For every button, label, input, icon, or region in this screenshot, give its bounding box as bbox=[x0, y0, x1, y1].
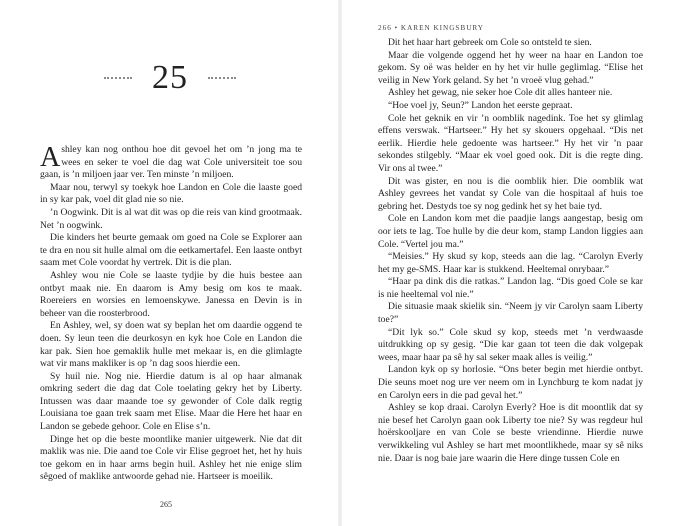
paragraph: Die situasie maak skielik sin. “Neem jy vir Carolyn saam Liberty toe?” bbox=[378, 301, 643, 326]
paragraph: “Dit lyk so.” Cole skud sy kop, steeds met ’n verdwaasde uitdrukking op sy gesig. “Die kar gaan tot teen die dak volgepak wees, maar haar pa sê hy sal seker maak alles is veilig.” bbox=[378, 326, 643, 363]
paragraph: Ashley se kop draai. Carolyn Everly? Hoe is dit moontlik dat sy nie besef het Carolyn gaan ook Liberty toe nie? Sy was regdeur hul hoërskooljare en van Cole se beste vriendinne. Hierdie nuwe verwikkeling vul Ashley se hart met moontlikhede, maar sy sê niks nie. Daar is nog baie jare waarin die Here dinge tussen Cole en bbox=[378, 402, 643, 464]
paragraph-text: shley kan nog onthou hoe dit gevoel het om ’n jong ma te wees en seker te voel die dag wat Cole universiteit toe sou gaan, is ’n miljoen jaar ver. Ten minste ’n miljoen. bbox=[40, 144, 302, 181]
paragraph: “Hoe voel jy, Seun?” Landon het eerste gepraat. bbox=[388, 99, 573, 111]
ornament-dots-right bbox=[208, 77, 236, 79]
paragraph: Maar die volgende oggend het hy weer na haar en Landon toe gekom. Sy oë was helder en hy het vir hulle geglimlag. “Elise het veilig in New York geland. Sy het ’n vroeë vlug gehad.” bbox=[378, 49, 643, 86]
paragraph: ’n Oogwink. Dit is al wat dit was op die reis van kind grootmaak. Net ’n oogwink. bbox=[40, 206, 302, 231]
paragraph: Sy huil nie. Nog nie. Hierdie datum is al op haar almanak omkring sedert die dag dat Cole toelating gekry het by Liberty. Intussen was daar maande toe sy gewonder of Cole dalk regtig Louisiana toe gaan trek saam met Elise. Maar die Here het haar en Landon se gebede gehoor. Cole en Elise s’n. bbox=[40, 370, 302, 433]
left-page-text bbox=[40, 144, 302, 484]
paragraph: Ashley het gewag, nie seker hoe Cole dit alles hanteer nie. bbox=[388, 87, 613, 99]
paragraph: “Haar pa dink dis die ratkas.” Landon lag. “Dis goed Cole se kar is nie heeltemal vol nie.” bbox=[378, 276, 643, 300]
page-number-left: 265 bbox=[160, 500, 172, 509]
right-page bbox=[340, 0, 680, 526]
running-head: 266 • KAREN KINGSBURY bbox=[378, 24, 484, 32]
chapter-heading bbox=[40, 58, 300, 98]
paragraph: Landon kyk op sy horlosie. “Ons beter begin met hierdie ontbyt. Die seuns moet nog ure ver neem om in Lynchburg te kom nadat jy en Carolyn eers in die pad geval het.” bbox=[378, 364, 643, 401]
paragraph: En Ashley, wel, sy doen wat sy beplan het om daardie oggend te doen. Sy leun teen die deurkosyn en kyk hoe Cole en Landon die kar pak. Sien hoe gemaklik hulle met mekaar is, en die glimlagte wat vir mans makliker is op ’n dag soos hierdie een. bbox=[40, 320, 302, 370]
paragraph: Dinge het op die beste moontlike manier uitgewerk. Nie dat dit maklik was nie. Die aand toe Cole vir Elise gegroet het, het hy huis toe gekom en in haar arms begin huil. Ashley het nie enige slim sêgoed of maklike antwoorde gehad nie. Hartseer is moeilik. bbox=[40, 433, 302, 483]
paragraph: Dit het haar hart gebreek om Cole so ontsteld te sien. bbox=[388, 37, 592, 48]
paragraph: Cole het geknik en vir ’n oomblik nagedink. Toe het sy glimlag effens verswak. “Hartseer.” Hy het sy skouers opgehaal. “Dis net eerlik. Hierdie hele gedoente was hartseer.” Hy het vir ’n paar sekondes stilgebly. “Maar ek voel goed ook. Dit is die regte ding. Vir ons al twee.” bbox=[378, 112, 643, 174]
paragraph bbox=[40, 144, 302, 182]
ornament-dots-left bbox=[104, 77, 132, 79]
chapter-number: 25 bbox=[152, 59, 188, 96]
paragraph: Ashley wou nie Cole se laaste tydjie by die huis bestee aan ontbyt maak nie. En daarom is Amy besig om kos te maak. Roereiers en worsies en lemoenskywe. Janessa en Devin is in beheer van die roosterbrood. bbox=[40, 269, 302, 319]
paragraph: Dit was gister, en nou is die oomblik hier. Die oomblik wat Ashley gevrees het vandat sy Cole van die hospitaal af huis toe gebring het. Destyds toe sy nog gedink het sy het baie tyd. bbox=[378, 175, 643, 212]
paragraph: Die kinders het beurte gemaak om goed na Cole se Explorer aan te dra en nou sit hulle almal om die eetkamertafel. Een laaste ontbyt saam met Cole voordat hy vertrek. Dit is die plan. bbox=[40, 232, 302, 269]
paragraph: “Meisies.” Hy skud sy kop, steeds aan die lag. “Carolyn Everly het my ge-SMS. Haar kar is stukkend. Heeltemal onrybaar.” bbox=[378, 251, 643, 275]
right-page-text bbox=[378, 37, 643, 465]
paragraph: Maar nou, terwyl sy toekyk hoe Landon en Cole die laaste goed in sy kar pak, voel dit glad nie so nie. bbox=[40, 181, 302, 206]
paragraph: Cole en Landon kom met die paadjie langs aangestap, besig om oor iets te lag. Toe hulle by die deur kom, stamp Landon liggies aan Cole. “Vertel jou ma.” bbox=[378, 213, 643, 250]
drop-cap: A bbox=[40, 142, 61, 173]
